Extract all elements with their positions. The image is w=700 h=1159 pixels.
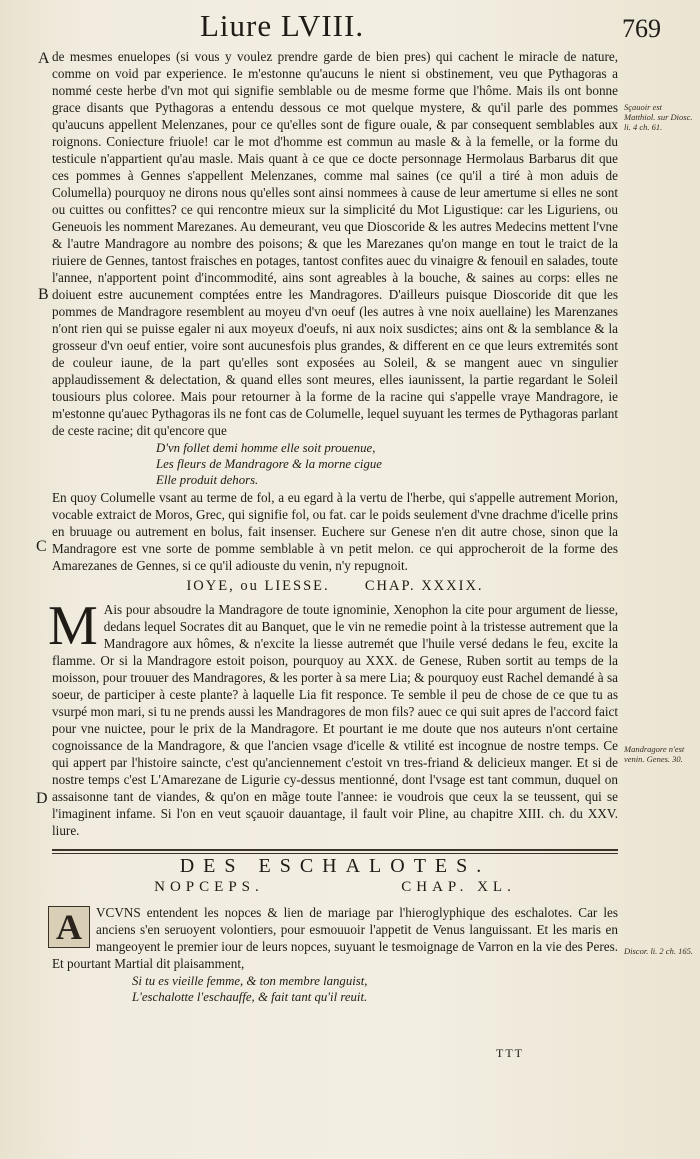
chapter-39-heading — [52, 578, 618, 595]
verse-line: L'eschalotte l'eschauffe, & fait tant qu'il reuit. — [132, 990, 368, 1004]
section-letter-a: A — [38, 50, 50, 67]
verse-line: D'vn follet demi homme elle soit prouenue, — [156, 441, 376, 455]
section-letter-c: C — [36, 538, 47, 555]
section-letter-b: B — [38, 286, 49, 303]
chapter-40-number: CHAP. XL. — [401, 879, 516, 895]
chapter-39-title: IOYE, ou LIESSE. — [186, 578, 330, 594]
running-header — [0, 8, 700, 48]
chapter-39-text: Ais pour absoudre la Mandragore de toute ignominie, Xenophon la cite pour argument de liesse, dedans lequel Socrates dit au Banquet, que le vin ne remedie point à la tristesse autrement que la Mandragore aux hômes, & n'excite la liesse autremét que l'huile versé dedans le feu, excite la flamme. Or si la Mandragore estoit poison, pourquoy au XXX. de Genese, Ruben sortit au temps de la moisson, pour trouuer des Mandragores, & les porter à sa mere Lia; & pourquoy eust Rachel demandé à sa soeur, de participer à ceste plante? à laquelle Lia fit responce. Te semble il peu de chose de ce que tu as vsurpé mon mari, si tu ne prends aussi les Mandragores de mon fils? auec ce qui suit apres de l'accord faict pour vne nuictee, pour le prix de la Mandragore. Et pourtant ie me doute que nos auteurs n'ont certaine cognoissance de la Mandragore, & que l'ancien vsage d'icelle & vtilité est incognue de nostre temps. Ce qui appert par l'histoire saincte, c'est qu'anciennement c'estoit vn tres-friand & delicieux manger. Et si de nostre temps c'est L'Amarezane de Ligurie cy-dessus mentionné, dont l'vsage est tant commun, duquel on assaisonne tant de viandes, & qu'on en mãge toute l'annee: ie voudrois que ceux la se teussent, qui se l'imaginent infame. Si l'on en veut sçauoir dauantage, il fault voir Pline, au chapitre XIII. ch. du XXV. liure. — [52, 602, 618, 838]
section-title-eschalotes: DES ESCHALOTES. — [179, 855, 491, 877]
verse-line: Les fleurs de Mandragore & la morne cigue — [156, 457, 382, 471]
ornamental-drop-cap-a: A — [48, 906, 90, 948]
page-number: 769 — [622, 14, 661, 43]
paragraph-morion: En quoy Columelle vsant au terme de fol, a eu egard à la vertu de l'herbe, qui s'appelle autrement Morion, vocable extraict de Moros, Grec, qui signifie fol, ou fat. car le poids seulement d'vne drachme d'icelle prins en bruuage ou autrement en bolus, fait insenser. Euchere sur Genese n'en dit autre chose, sinon que la Mandragore est vne sorte de pomme semblable à vn petit melon. ce qui approcheroit de la forme des Amarezanes de Gennes, si ce qu'il adiouste du venin, n'y repugnoit. — [52, 490, 618, 573]
main-text-column — [48, 48, 618, 1006]
paragraph-mandragore: de mesmes enuelopes (si vous y voulez prendre garde de bien pres) qui cachent le miracle de nature, comme on void par experience. Ie m'estonne qu'aucuns le nient si obstinement, veu que Pythagoras a nommé ceste herbe d'vn mot qui signifie semblable ou de mesme forme que l'hôme. Mais ils ont bonne grace disants que Pythagoras a entendu dessous ce mot quelque mystere, & qu'il parle des pommes qu'aucuns appellent Melenzanes, pour ce qu'elles sont de figure ouale, & par consequent semblables aux roignons. Coniecture friuole! car le mot d'homme est commun au masle & à la femelle, or la forme du testicule n'appartient qu'au masle. Mais quant à ce que ce docte personnage Hermolaus Barbarus dit que ces pommes à Gennes s'appellent Melenzanes, comme mal saines (ce qu'il a tiré à mon aduis de Columella) pourquoy ne dirons nous qu'elles sont ainsi nommees à cause de leur amertume si elles ne sont ou cuittes ou confittes? ce qui rencontre mieux sur la simplicité du Mot Ligustique: car les Liguriens, ou Geneuois les nomment Marezanes. Au demeurant, veu que Dioscoride & les autres Medecins mettent l'vne & l'autre Mandragore au nombre des poisons; & que les Marezanes qu'on mange en tout le traict de la riuiere de Gennes, tantost fraisches en potages, tantost confites auec du vinaigre & fenouil en salades, toute l'annee, n'apportent point d'incommodité, ains sont agreables à la bouche, & saines au corps: elles ne doiuent estre aucunement comptées entre les Mandragores. D'ailleurs puisque Dioscoride dit que les pommes de Mandragore resemblent au moyeu d'vn oeuf (les autres à vne noix auellaine) les Marenzanes n'ont rien qui se puisse egaler ni aux moyeux d'oeufs, ni aux noix susdictes; ains ont & la semblance & la grosseur d'vn oeuf entier, voire sont aucunesfois plus grandes, & different en ce que leurs extremités sont de couleur iaune, de la part qu'elles sont exposées au Soleil, & se mangent auec vn singulier applaudissement & delectation, & quand elles sont meures, elles iaunissent, la partie regardant le Soleil tousiours plus coloree. Mais pour retourner à la forme de la racine qui s'appelle vraye Mandragore, ie m'estonne qu'auec Pythagoras ils ne font cas de Columelle, lequel suyuant les termes de Pythagoras parlant de ceste racine; dit qu'encore que — [52, 49, 618, 438]
margin-note-mandragore: Mandragore n'est venin. Genes. 30. — [624, 744, 685, 764]
section-divider — [52, 849, 618, 854]
margin-note-matthiol: Sçauoir est Matthiol. sur Diosc. li. 4 ch. 61. — [624, 102, 693, 132]
verse-line: Si tu es vieille femme, & ton membre languist, — [132, 974, 368, 988]
chapter-40-heading — [52, 879, 618, 896]
verse-columelle — [156, 440, 618, 488]
chapter-40-text: VCVNS entendent les nopces & lien de mariage par l'hieroglyphique des eschalotes. Car les anciens s'en seruoyent volontiers, pour esmouuoir l'appetit de Venus languissant. Et les maris en mangeoyent le premier iour de leurs nopces, suyuant le tesmoignage de Varron en la vie des Peres. Et pourtant Martial dit plaisamment, — [52, 905, 618, 971]
chapter-40-body — [52, 904, 618, 972]
chapter-39-number: CHAP. XXXIX. — [364, 578, 484, 594]
section-letter-d: D — [36, 790, 48, 807]
chapter-39-body — [48, 595, 618, 839]
chapter-40-title: NOPCEPS. — [154, 879, 264, 895]
verse-line: Elle produit dehors. — [156, 473, 259, 487]
margin-note-discor: Discor. li. 2 ch. 165. — [624, 946, 693, 956]
running-title: Liure LVIII. — [200, 8, 365, 43]
drop-cap-m: M — [48, 595, 98, 657]
catchword-signature: TTT — [496, 1046, 524, 1060]
verse-martial — [132, 973, 618, 1005]
